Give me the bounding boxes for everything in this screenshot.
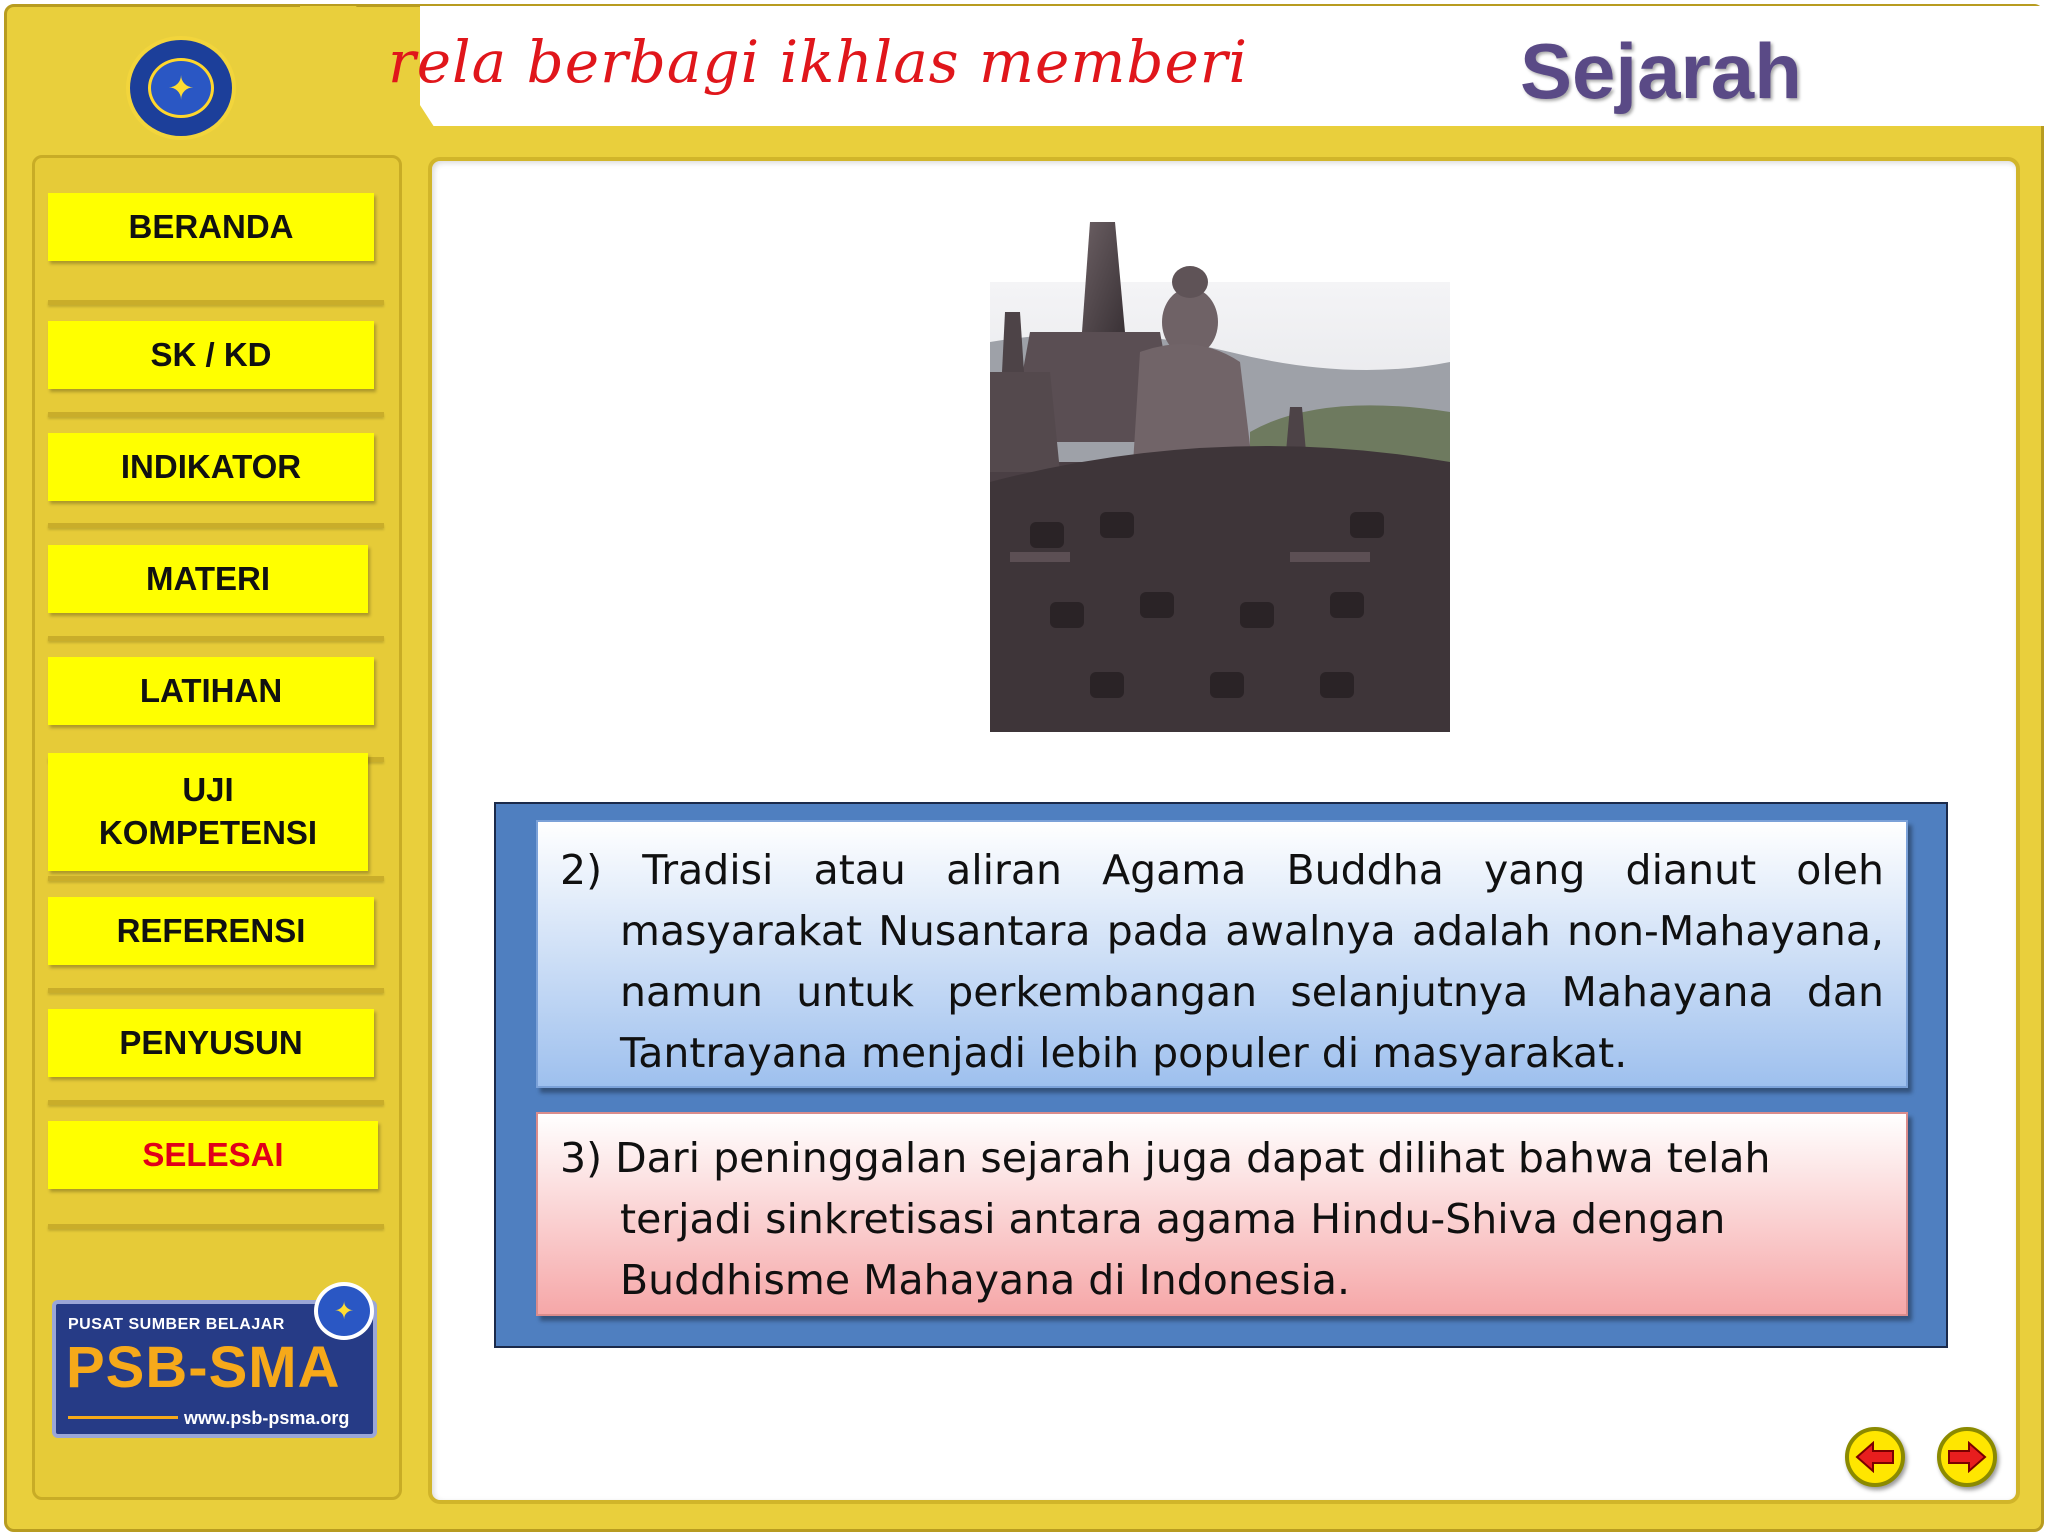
menu-label: BERANDA bbox=[128, 207, 294, 245]
point-2-line1: 2) Tradisi atau aliran Agama Buddha yang dianut oleh bbox=[560, 846, 1884, 894]
subject-title: Sejarah bbox=[1520, 27, 1802, 115]
menu-separator bbox=[48, 523, 384, 528]
point-3-line1: 3) Dari peninggalan sejarah juga dapat dilihat bahwa telah bbox=[560, 1134, 1771, 1182]
point-2-line2: masyarakat Nusantara pada awalnya adalah non-Mahayana, bbox=[620, 907, 1884, 955]
psb-small-text: PUSAT SUMBER BELAJAR bbox=[68, 1316, 285, 1333]
menu-separator bbox=[48, 300, 384, 305]
menu-label: SK / KD bbox=[150, 335, 272, 373]
menu-label: INDIKATOR bbox=[120, 447, 302, 485]
menu-separator bbox=[48, 876, 384, 881]
tagline: rela berbagi ikhlas memberi bbox=[388, 28, 1249, 96]
menu-label-line1: UJI bbox=[182, 771, 234, 809]
next-button[interactable] bbox=[1937, 1427, 1997, 1487]
point-3-line2: terjadi sinkretisasi antara agama Hindu-Shiva dengan bbox=[620, 1195, 1726, 1243]
menu-referensi-button[interactable] bbox=[48, 897, 374, 965]
menu-separator bbox=[48, 1224, 384, 1229]
point-3-line3: Buddhisme Mahayana di Indonesia. bbox=[620, 1256, 1350, 1304]
borobudur-photo bbox=[990, 222, 1450, 732]
menu-label: LATIHAN bbox=[139, 671, 283, 709]
menu-label-line2: KOMPETENSI bbox=[98, 814, 318, 851]
menu-sk-kd-button[interactable] bbox=[48, 321, 374, 389]
psb-url: www.psb-psma.org bbox=[184, 1408, 350, 1428]
point-2-card bbox=[536, 820, 1908, 1088]
menu-separator bbox=[48, 636, 384, 641]
menu-label: MATERI bbox=[145, 559, 271, 597]
menu-materi-button[interactable] bbox=[48, 545, 368, 613]
psb-underline bbox=[68, 1416, 178, 1419]
point-3-card bbox=[536, 1112, 1908, 1316]
psb-sma-logo[interactable] bbox=[52, 1297, 377, 1438]
arrow-left-icon bbox=[1855, 1441, 1895, 1473]
tut-wuri-handayani-icon: ✦ bbox=[148, 58, 214, 118]
menu-separator bbox=[48, 1100, 384, 1105]
menu-label: PENYUSUN bbox=[119, 1023, 303, 1061]
point-2-line3: namun untuk perkembangan selanjutnya Mahayana dan bbox=[620, 968, 1884, 1016]
point-2-line4: Tantrayana menjadi lebih populer di masyarakat. bbox=[620, 1029, 1628, 1077]
psma-badge-icon: ✦ bbox=[314, 1282, 374, 1340]
menu-latihan-button[interactable] bbox=[48, 657, 374, 725]
menu-selesai-button[interactable] bbox=[48, 1121, 378, 1189]
menu-indikator-button[interactable] bbox=[48, 433, 374, 501]
kemdikbud-logo bbox=[126, 36, 236, 140]
menu-beranda-button[interactable] bbox=[48, 193, 374, 261]
psb-big-text: PSB-SMA bbox=[66, 1335, 341, 1400]
menu-separator bbox=[48, 988, 384, 993]
menu-label: REFERENSI bbox=[116, 911, 306, 949]
menu-uji-kompetensi-button[interactable] bbox=[48, 753, 368, 871]
arrow-right-icon bbox=[1947, 1441, 1987, 1473]
prev-button[interactable] bbox=[1845, 1427, 1905, 1487]
menu-label: SELESAI bbox=[142, 1135, 284, 1173]
menu-separator bbox=[48, 412, 384, 417]
menu-penyusun-button[interactable] bbox=[48, 1009, 374, 1077]
